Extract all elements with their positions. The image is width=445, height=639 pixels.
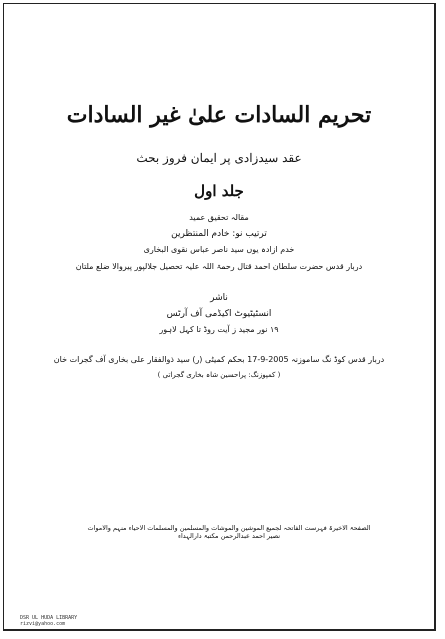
intro-line: مقالہ تحقیق عمید (189, 213, 249, 222)
volume-label: جلد اول (194, 182, 244, 200)
recompiler-line: ترتیب نو: خادم المنتظرین (171, 229, 267, 239)
publisher-name: انسٹیٹیوٹ اکیڈمی آف آرٹس (166, 309, 272, 319)
book-title: تحریم السادات علیٰ غیر السادات (66, 102, 372, 128)
composing-line: ( کمپوزنگ: پراحسین شاہ بخاری گجراتی ) (157, 371, 281, 379)
credit-line-2: دربار قدس حضرت سلطان احمد قتال رحمۃ اللہ علیہ تحصیل جلالپور پیروالا ضلع ملتان (75, 262, 363, 271)
edition-line: دربار قدس کوڈ نگ ساموزنہ 2005-9-17 بحکم کمیٹی (ر) سید ذوالفقار علی بخاری آف گجرات خان (53, 355, 385, 364)
library-email: rizvi@yahoo.com (20, 621, 66, 627)
closing-blurb: الصفحۃ الاخیرۃ فہرست الفاتحہ لجمیع الموشین والموشات والمسلمین والمسلمات الاحیاء منہم والاموات نصیر احمد عبدالرحمن مکتبۃ دارالہداء (87, 524, 371, 541)
page-frame (3, 3, 436, 631)
publisher-label: ناشر (210, 293, 228, 303)
credit-line-1: خدم ازادہ یوں سید ناصر عباس نقوی البخاری (143, 245, 295, 254)
publisher-address: ۱۹ نور مجید ز آیت روڈ تا کہل لاہور (159, 325, 279, 334)
book-subtitle: عقد سیدزادی پر ایمان فروز بحث (136, 151, 302, 165)
library-stamp (20, 615, 77, 627)
library-name: DSR UL HUDA LIBRARY (20, 615, 78, 621)
